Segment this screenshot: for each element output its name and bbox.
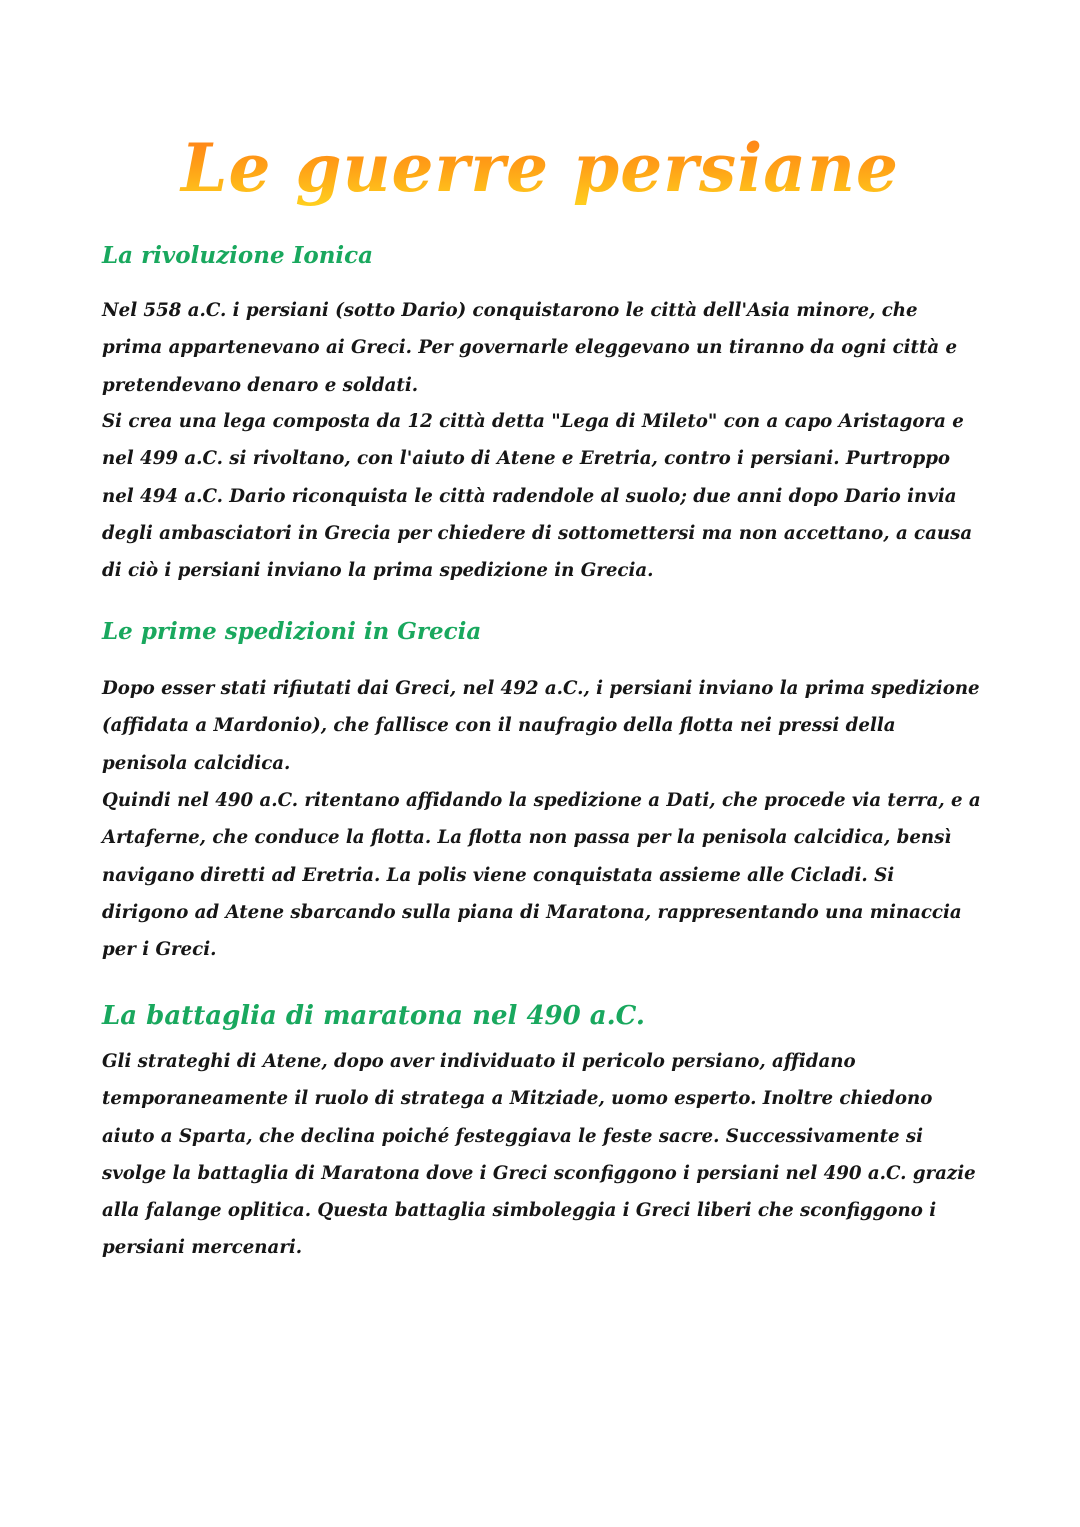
paragraph-spedizioni-1: Dopo esser stati rifiutati dai Greci, nel 492 a.C., i persiani inviano la prima spedizione (affidata a Mardonio), che fallisce con il naufragio della flotta nei pressi della penisola calcidica. xyxy=(102,678,980,774)
paragraph-spedizioni-2: Quindi nel 490 a.C. ritentano affidando la spedizione a Dati, che procede via terra, e a Artaferne, che conduce la flotta. La flotta non passa per la penisola calcidica, bensì navigano diretti ad Eretria. La polis viene conquistata assieme alle Cicladi. Si dirigono ad Atene sbarcando sulla piana di Maratona, rappresentando una minaccia per i Greci. xyxy=(102,790,981,961)
paragraph-maratona-1: Gli strateghi di Atene, dopo aver individuato il pericolo persiano, affidano temporaneamente il ruolo di stratega a Mitziade, uomo esperto. Inoltre chiedono aiuto a Sparta, che declina poiché festeggiava le feste sacre. Successivamente si svolge la battaglia di Maratona dove i Greci sconfiggono i persiani nel 490 a.C. grazie alla falange oplitica. Questa battaglia simboleggia i Greci liberi che sconfiggono i persiani mercenari. xyxy=(102,1051,976,1259)
section-heading-prime-spedizioni: Le prime spedizioni in Grecia xyxy=(102,618,482,645)
section-heading-rivoluzione-ionica: La rivoluzione Ionica xyxy=(102,242,374,269)
page-title: Le guerre persiane xyxy=(0,128,1080,208)
paragraph-rivoluzione-2: Si crea una lega composta da 12 città detta "Lega di Mileto" con a capo Aristagora e nel 499 a.C. si rivoltano, con l'aiuto di Atene e Eretria, contro i persiani. Purtroppo nel 494 a.C. Dario riconquista le città radendole al suolo; due anni dopo Dario invia degli ambasciatori in Grecia per chiedere di sottomettersi ma non accettano, a causa di ciò i persiani inviano la prima spedizione in Grecia. xyxy=(102,411,973,582)
paragraph-rivoluzione-1: Nel 558 a.C. i persiani (sotto Dario) conquistarono le città dell'Asia minore, che prima appartenevano ai Greci. Per governarle eleggevano un tiranno da ogni città e pretendevano denaro e soldati. xyxy=(102,300,958,396)
section-heading-battaglia-maratona: La battaglia di maratona nel 490 a.C. xyxy=(102,1001,645,1031)
